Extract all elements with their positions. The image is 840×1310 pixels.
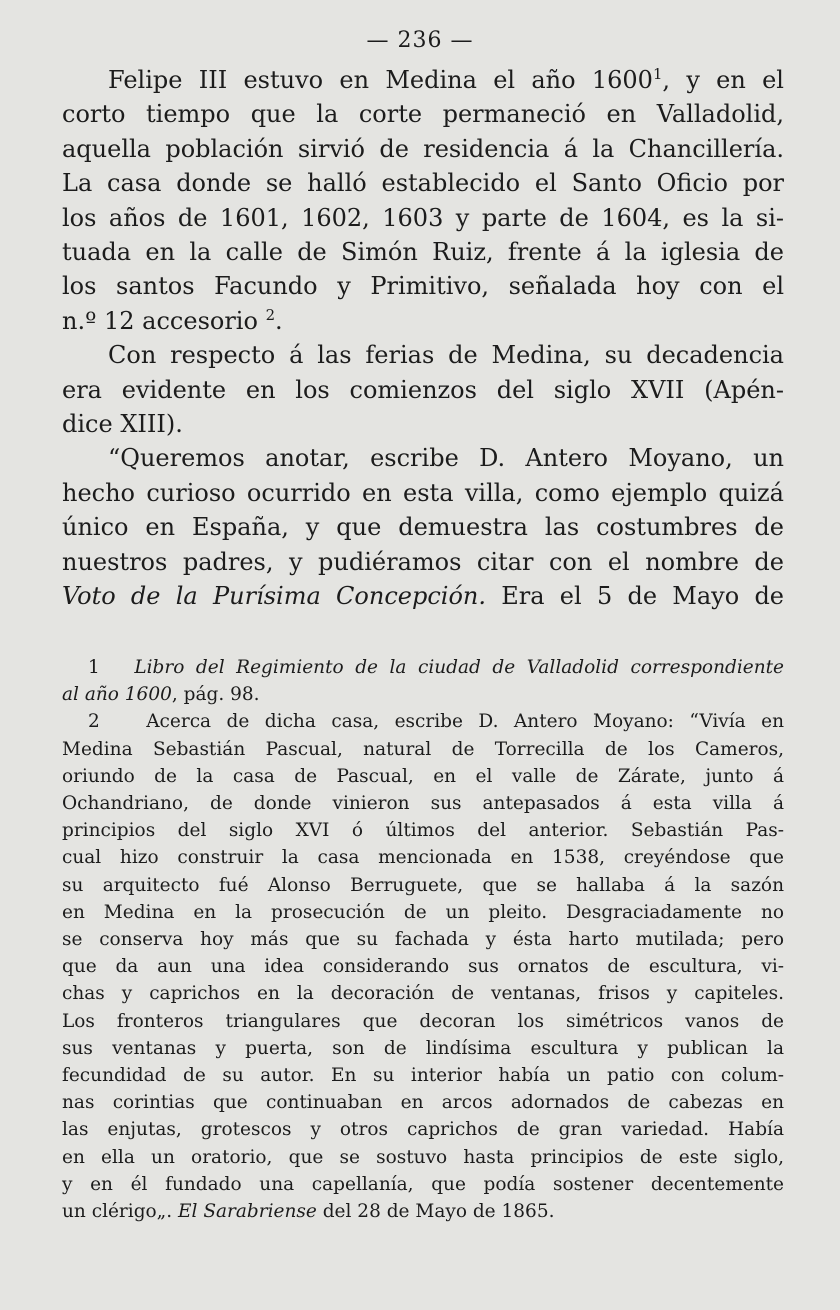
footnote-line: chas y caprichos en la decoración de ventanas, frisos y capiteles. [62, 983, 784, 1005]
footnote-ref-1[interactable]: 1 [652, 65, 663, 83]
footnotes [62, 654, 784, 1225]
text-line: hecho curioso ocurrido en esta villa, como ejemplo quizá [62, 478, 784, 507]
page-number: — 236 — [366, 28, 474, 53]
footnote-line: Los fronteros triangulares que decoran los simétricos vanos de [62, 1010, 784, 1032]
footnote-line: se conserva hoy más que su fachada y ésta harto mutilada; pero [62, 929, 784, 951]
text-line: “Queremos anotar, escribe D. Antero Moyano, un [108, 444, 784, 473]
footnote-line: en ella un oratorio, que se sostuvo hasta principios de este siglo, [62, 1146, 784, 1168]
footnote-line: cual hizo construir la casa mencionada en 1538, creyéndose que [62, 847, 784, 869]
text-line: corto tiempo que la corte permaneció en Valladolid, [62, 100, 784, 129]
main-text [62, 63, 784, 614]
footnote-line: Medina Sebastián Pascual, natural de Torrecilla de los Cameros, [62, 738, 784, 760]
footnote-ref-2[interactable]: 2 [265, 305, 276, 324]
footnote-line: un clérigo„. El Sarabriense del 28 de Mayo de 1865. [62, 1201, 555, 1223]
footnote-line: y en él fundado una capellanía, que podía sostener decentemente [62, 1173, 784, 1195]
text-line: Con respecto á las ferias de Medina, su decadencia [108, 341, 784, 370]
footnote-line: principios del siglo XVI ó últimos del anterior. Sebastián Pas- [62, 820, 784, 842]
footnote-line: que da aun una idea considerando sus ornatos de escultura, vi- [62, 956, 784, 978]
footnote-line: en Medina en la prosecución de un pleito. Desgraciadamente no [62, 901, 784, 923]
footnote-1: 1 Libro del Regimiento de la ciudad de Valladolid correspondiente [88, 657, 784, 678]
text-line: los santos Facundo y Primitivo, señalada hoy con el [62, 272, 784, 301]
text-line: dice XIII). [62, 410, 183, 439]
footnote-line: las enjutas, grotescos y otros caprichos de gran variedad. Había [62, 1119, 784, 1141]
footnote-line: nas corintias que continuaban en arcos adornados de cabezas en [62, 1092, 784, 1114]
text-line: Voto de la Purísima Concepción. Era el 5 de Mayo de [62, 582, 785, 611]
text-line: La casa donde se halló establecido el Santo Oficio por [62, 169, 784, 198]
text-line: los años de 1601, 1602, 1603 y parte de 1604, es la si- [62, 203, 784, 232]
footnote-line: oriundo de la casa de Pascual, en el valle de Zárate, junto á [62, 765, 784, 787]
footnote-line: fecundidad de su autor. En su interior había un patio con colum- [62, 1065, 784, 1087]
text-line: Felipe III estuvo en Medina el año 1600$^1$, y en el [108, 65, 784, 94]
footnote-line: sus ventanas y puerta, son de lindísima escultura y publican la [62, 1037, 784, 1059]
text-line: era evidente en los comienzos del siglo XVII (Apén- [62, 375, 784, 404]
text-line: tuada en la calle de Simón Ruiz, frente á la iglesia de [62, 238, 784, 267]
text-line: aquella población sirvió de residencia á la Chancillería. [62, 134, 784, 163]
footnote-1-cont: al año 1600, pág. 98. [62, 684, 260, 706]
footnote-line: su arquitecto fué Alonso Berruguete, que se hallaba á la sazón [62, 874, 784, 896]
text-line: único en España, y que demuestra las costumbres de [62, 513, 784, 542]
text-line: n.º 12 accesorio $^2$. [62, 305, 283, 335]
footnote-2: 2 Acerca de dicha casa, escribe D. Antero Moyano: “Vivía en [88, 711, 784, 733]
text-line: nuestros padres, y pudiéramos citar con el nombre de [62, 547, 784, 576]
footnote-line: Ochandriano, de donde vinieron sus antepasados á esta villa á [62, 793, 784, 815]
